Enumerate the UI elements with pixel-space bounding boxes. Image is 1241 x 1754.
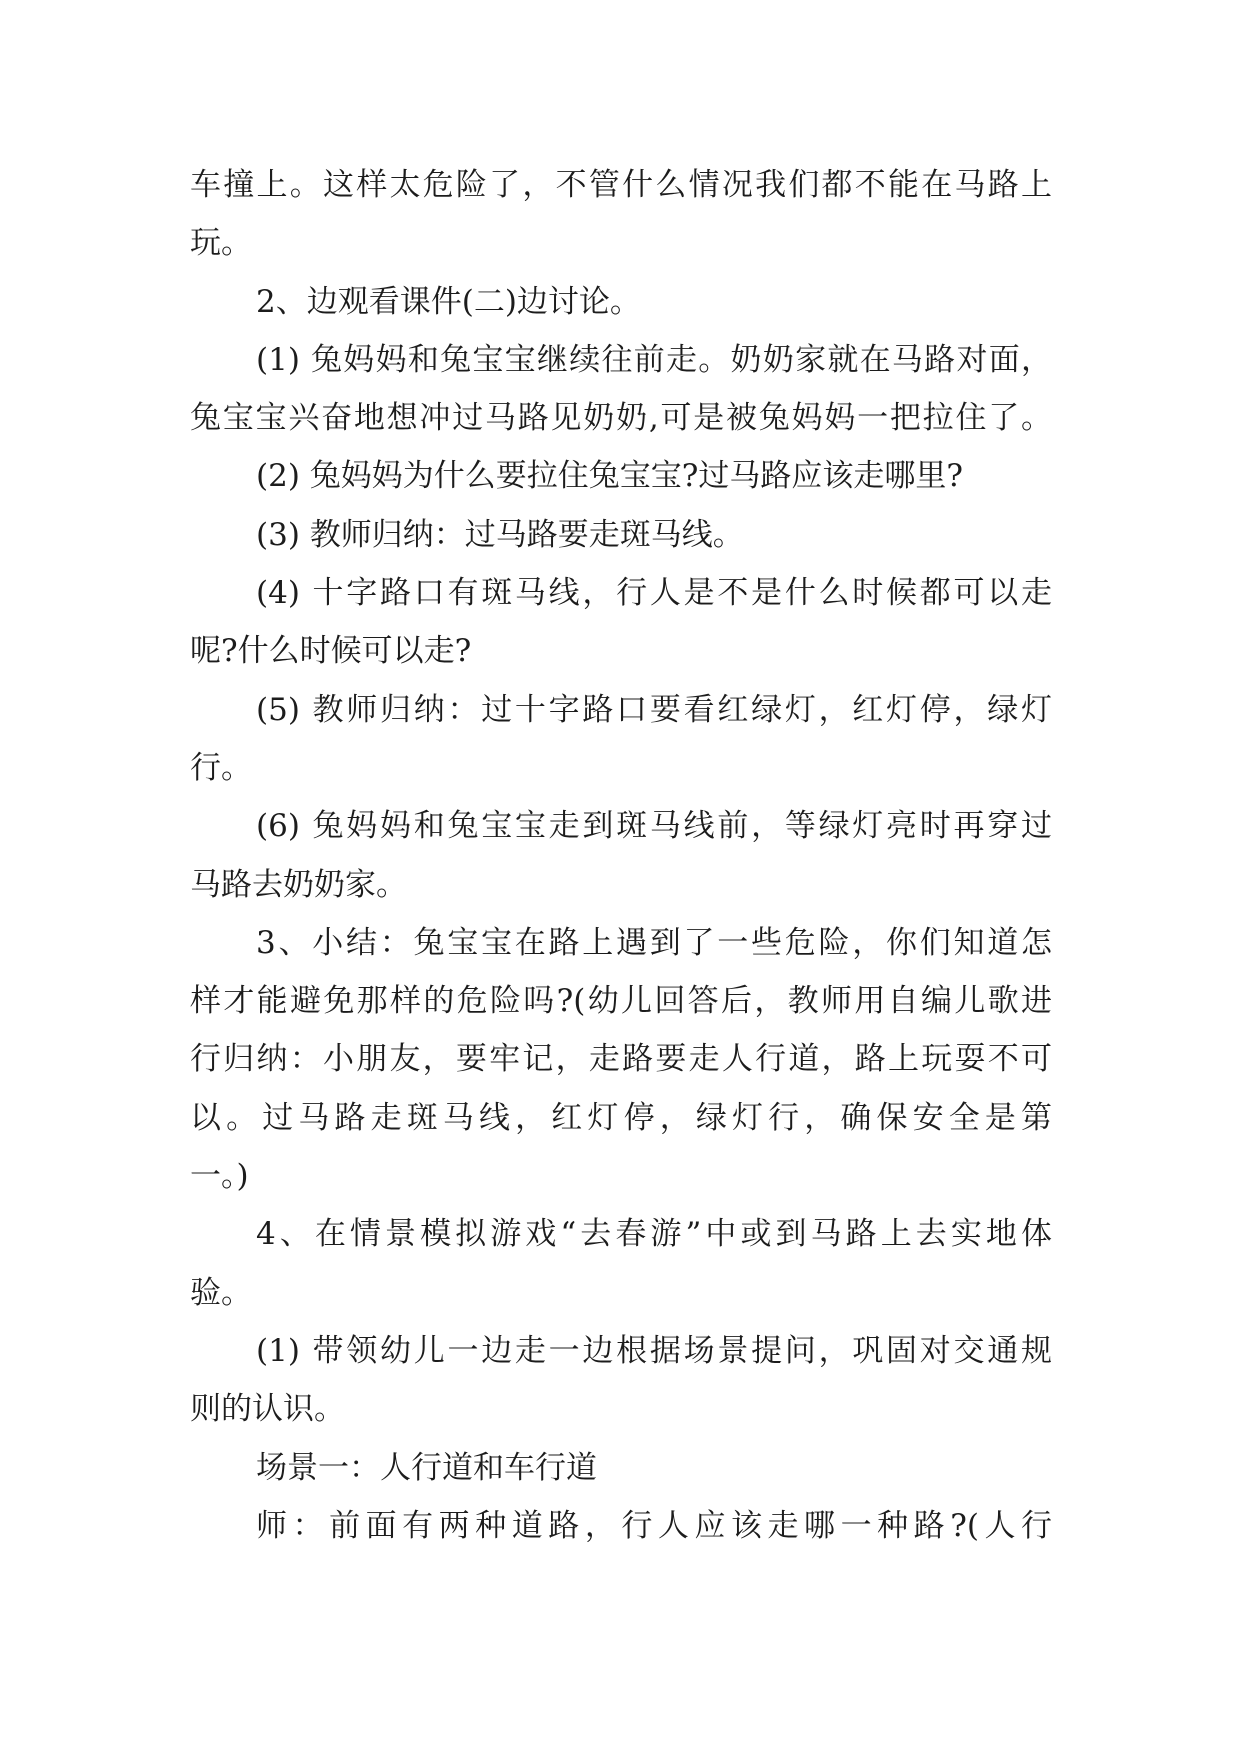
paragraph [190,681,1052,798]
text-line: 验。 [190,1274,252,1311]
text-line: 行归纳：小朋友，要牢记，走路要走人行道，路上玩耍不可 [190,1041,1052,1078]
text-line: 场景一：人行道和车行道 [256,1449,597,1486]
text-line: 行。 [190,749,252,786]
text-line: 马路去奶奶家。 [190,866,407,903]
paragraph [190,797,1052,914]
text-line: (1) 兔妈妈和兔宝宝继续往前走。奶奶家就在马路对面， [256,341,1052,378]
text-line: 一。) [190,1158,249,1195]
text-line: 师：前面有两种道路，行人应该走哪一种路?(人行 [256,1507,1052,1544]
text-line: 呢?什么时候可以走? [190,633,472,670]
paragraph [190,1439,1052,1497]
paragraph [190,1205,1052,1322]
text-line: 兔宝宝兴奋地想冲过马路见奶奶,可是被兔妈妈一把拉住了。 [190,400,1052,437]
text-line: 4、在情景模拟游戏“去春游”中或到马路上去实地体 [256,1216,1052,1253]
document-body [190,156,1052,1555]
paragraph [190,156,1052,273]
paragraph [190,914,1052,1205]
paragraph [190,506,1052,564]
text-line: (3) 教师归纳：过马路要走斑马线。 [256,516,744,553]
paragraph [190,564,1052,681]
text-line: 3、小结：兔宝宝在路上遇到了一些危险，你们知道怎 [256,924,1052,961]
paragraph [190,447,1052,505]
text-line: 样才能避免那样的危险吗?(幼儿回答后，教师用自编儿歌进 [190,983,1052,1020]
text-line: 玩。 [190,225,252,262]
paragraph [190,1322,1052,1439]
text-line: (6) 兔妈妈和兔宝宝走到斑马线前，等绿灯亮时再穿过 [256,808,1052,845]
text-line: 2、边观看课件(二)边讨论。 [256,283,641,320]
paragraph [190,331,1052,448]
paragraph [190,273,1052,331]
text-line: 以。过马路走斑马线，红灯停，绿灯行，确保安全是第 [190,1099,1052,1136]
text-line: (1) 带领幼儿一边走一边根据场景提问，巩固对交通规 [256,1332,1052,1369]
text-line: 车撞上。这样太危险了，不管什么情况我们都不能在马路上 [190,167,1052,203]
text-line: 则的认识。 [190,1391,345,1428]
text-line: (5) 教师归纳：过十字路口要看红绿灯，红灯停，绿灯 [256,691,1052,728]
paragraph [190,1497,1052,1555]
text-line: (2) 兔妈妈为什么要拉住兔宝宝?过马路应该走哪里? [256,458,964,495]
text-line: (4) 十字路口有斑马线，行人是不是什么时候都可以走 [256,575,1052,612]
